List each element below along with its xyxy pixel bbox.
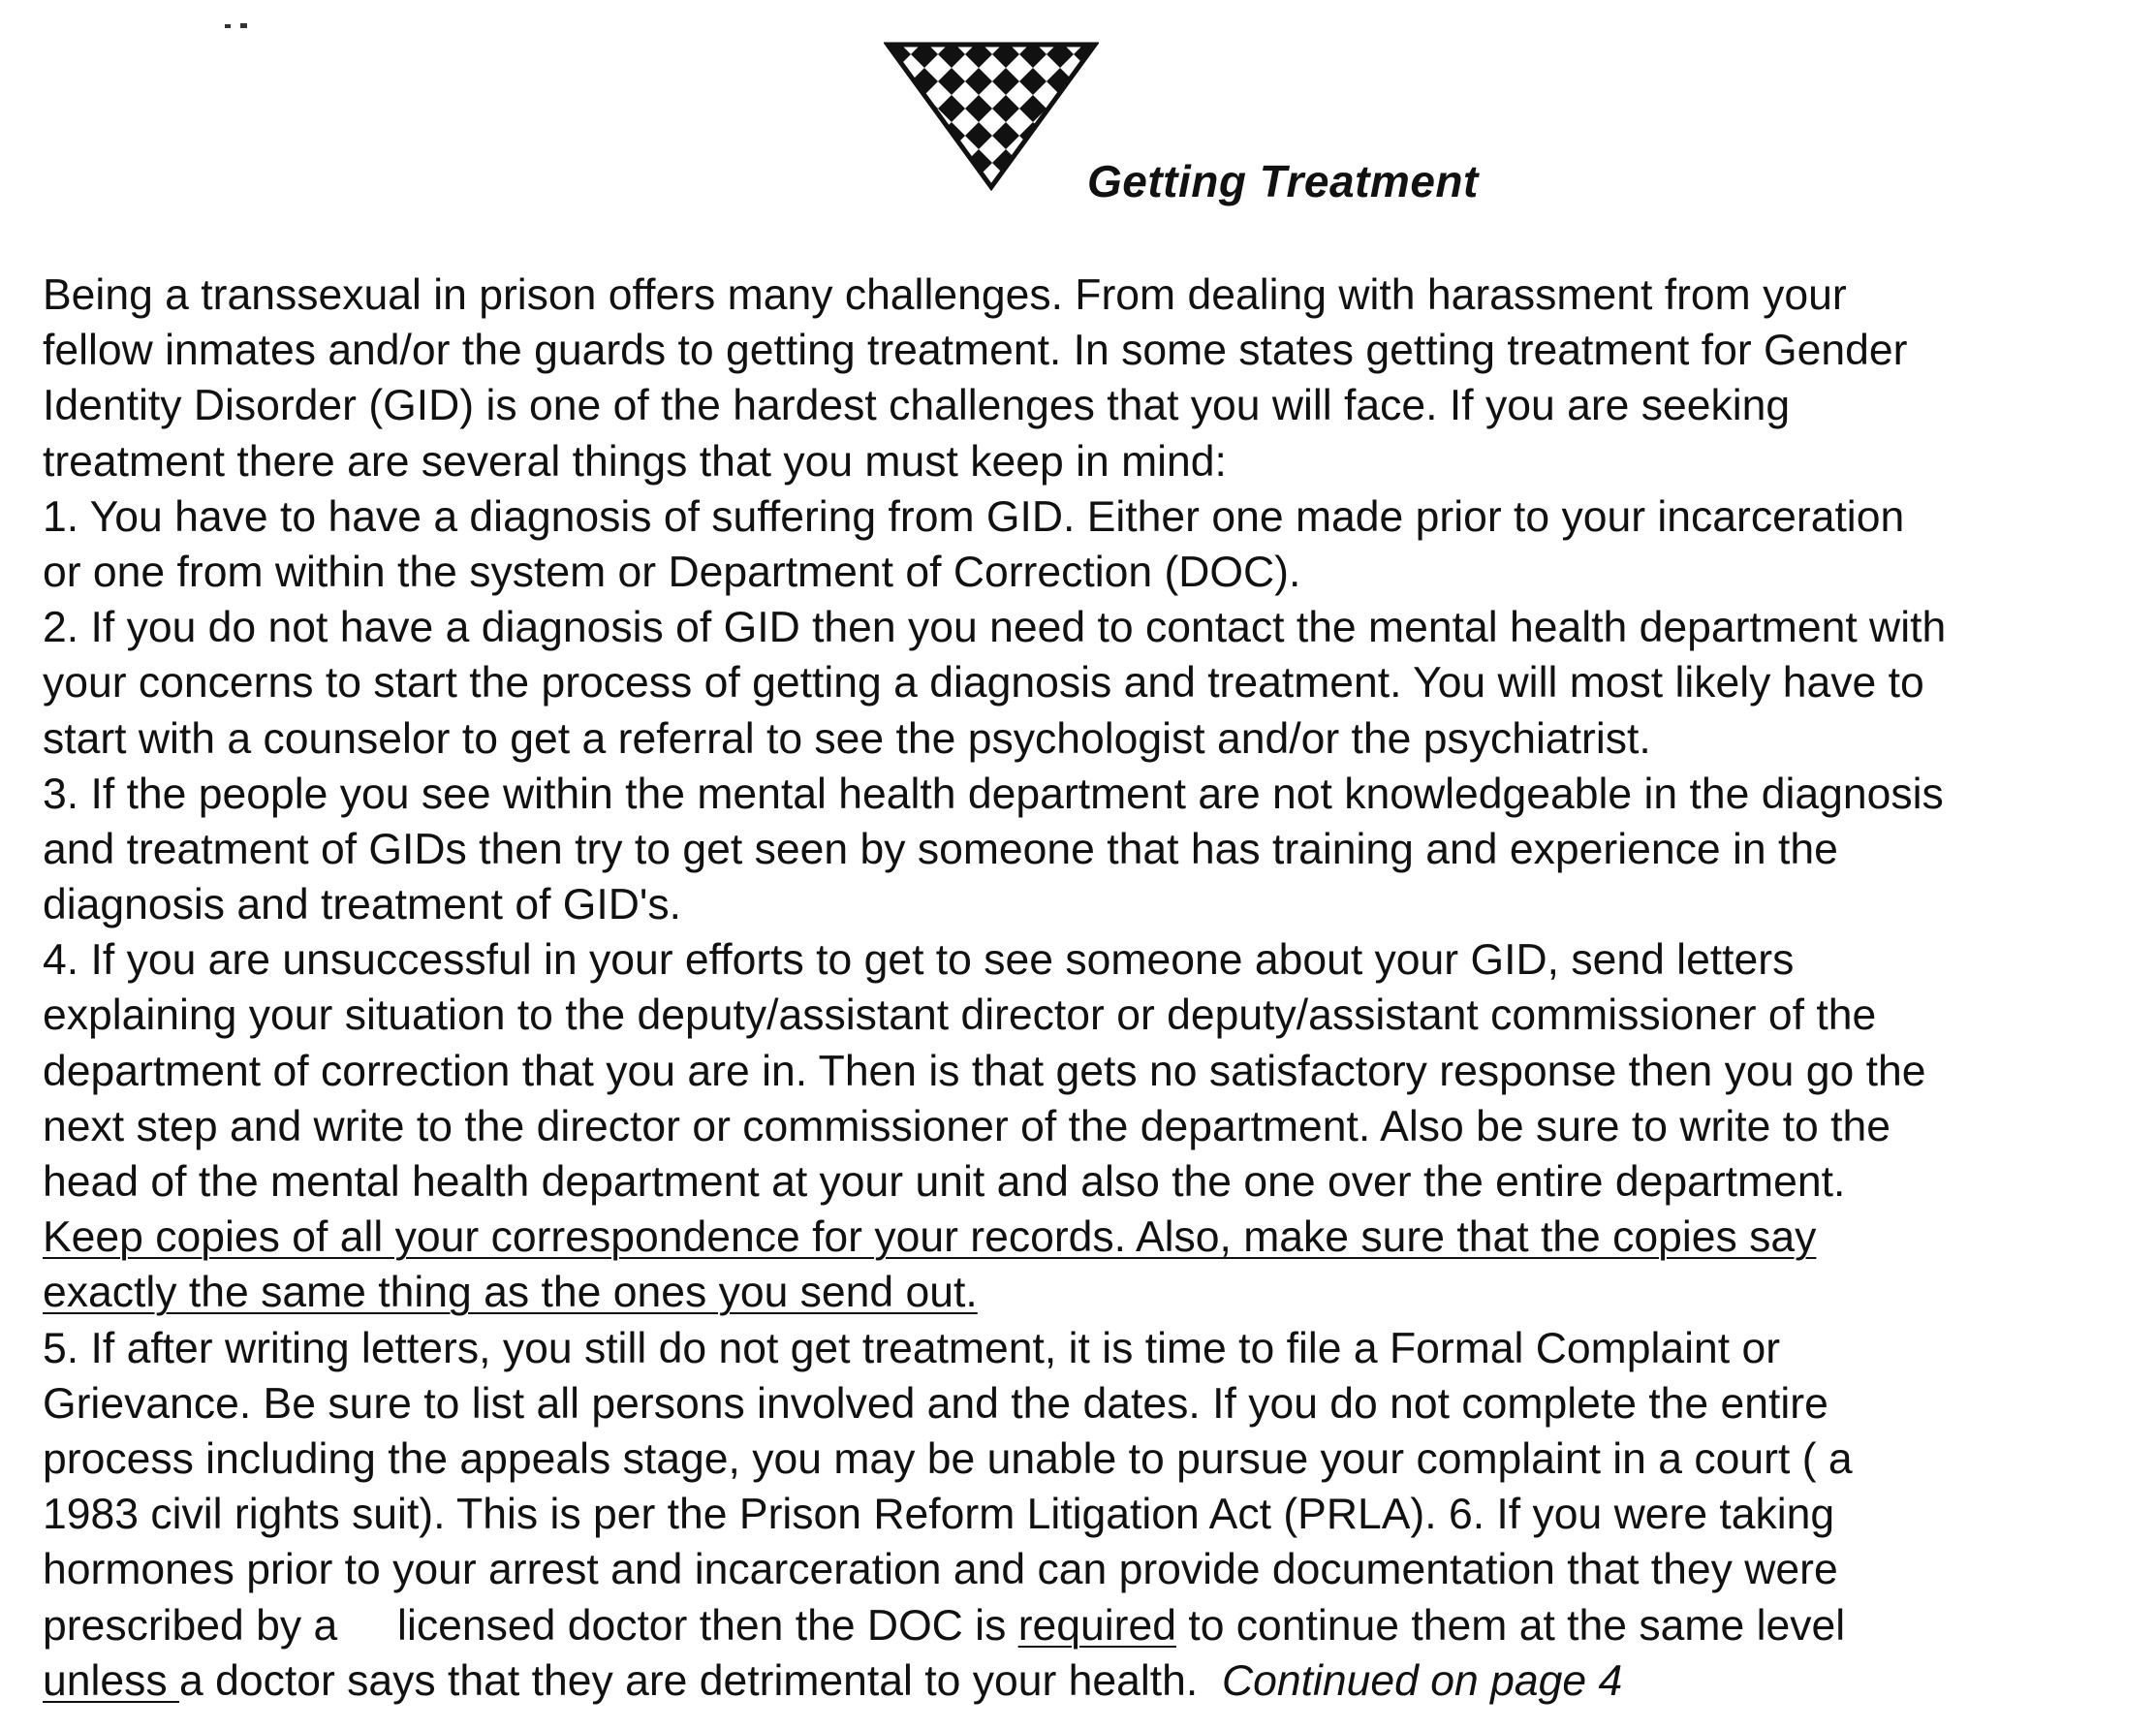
scan-speck — [225, 21, 250, 31]
page-title: Getting Treatment — [1087, 156, 1479, 206]
list-item-1-line: 1. You have to have a diagnosis of suffering from GID. Either one made prior to your incarceration — [43, 492, 1905, 541]
text-line: Identity Disorder (GID) is one of the hardest challenges that you will face. If you are seeking — [43, 382, 1791, 430]
text-line: process including the appeals stage, you may be unable to pursue your complaint in a court ( a — [43, 1434, 1853, 1483]
underlined-text: Keep copies of all your correspondence for your records. Also, make sure that the copies say — [43, 1213, 1817, 1262]
underlined-note-line — [43, 1210, 2155, 1265]
underlined-word-required: required — [1017, 1601, 1176, 1650]
underlined-note-line — [43, 1265, 2155, 1320]
underlined-text: exactly the same thing as the ones you send out. — [43, 1269, 978, 1317]
checkered-triangle-logo-icon — [884, 41, 1099, 191]
text-segment: a doctor says that they are detrimental to your health. — [179, 1656, 1222, 1705]
continued-on-page-note: Continued on page 4 — [1222, 1656, 1623, 1705]
text-line: start with a counselor to get a referral to see the psychologist and/or the psychiatrist. — [43, 714, 1651, 763]
underlined-word-unless: unless — [43, 1656, 179, 1705]
list-item-5-line: 5. If after writing letters, you still do not get treatment, it is time to file a Formal Complaint or — [43, 1324, 1781, 1372]
text-line: hormones prior to your arrest and incarceration and can provide documentation that they were — [43, 1546, 1838, 1594]
text-line: Being a transsexual in prison offers many challenges. From dealing with harassment from your — [43, 271, 1847, 319]
text-line: head of the mental health department at your unit and also the one over the entire department. — [43, 1158, 1846, 1206]
text-line: next step and write to the director or commissioner of the department. Also be sure to write to the — [43, 1102, 1891, 1150]
list-item-4-line: 4. If you are unsuccessful in your efforts to get to see someone about your GID, send letters — [43, 936, 1795, 985]
text-line: diagnosis and treatment of GID's. — [43, 881, 682, 929]
text-line: fellow inmates and/or the guards to getting treatment. In some states getting treatment for Gender — [43, 327, 1908, 375]
text-line — [43, 1653, 2155, 1709]
text-line: and treatment of GIDs then try to get seen by someone that has training and experience in the — [43, 825, 1838, 873]
text-line: explaining your situation to the deputy/assistant director or deputy/assistant commissioner of the — [43, 991, 1877, 1040]
text-line — [43, 1598, 2155, 1653]
article-body — [43, 267, 2155, 1709]
list-item-3-line: 3. If the people you see within the mental health department are not knowledgeable in the diagnosis — [43, 770, 1944, 818]
text-line: treatment there are several things that you must keep in mind: — [43, 437, 1227, 486]
text-line: your concerns to start the process of getting a diagnosis and treatment. You will most likely have to — [43, 659, 1924, 708]
list-item-2-line: 2. If you do not have a diagnosis of GID then you need to contact the mental health department with — [43, 604, 1947, 652]
text-line: or one from within the system or Department of Correction (DOC). — [43, 548, 1301, 596]
text-line: 1983 civil rights suit). This is per the Prison Reform Litigation Act (PRLA). 6. If you were taking — [43, 1491, 1835, 1539]
text-line: Grievance. Be sure to list all persons involved and the dates. If you do not complete the entire — [43, 1379, 1828, 1428]
text-segment: prescribed by a licensed doctor then the DOC is — [43, 1601, 1018, 1650]
text-line: department of correction that you are in. Then is that gets no satisfactory response then you go the — [43, 1047, 1926, 1095]
text-segment: to continue them at the same level — [1175, 1601, 1846, 1650]
